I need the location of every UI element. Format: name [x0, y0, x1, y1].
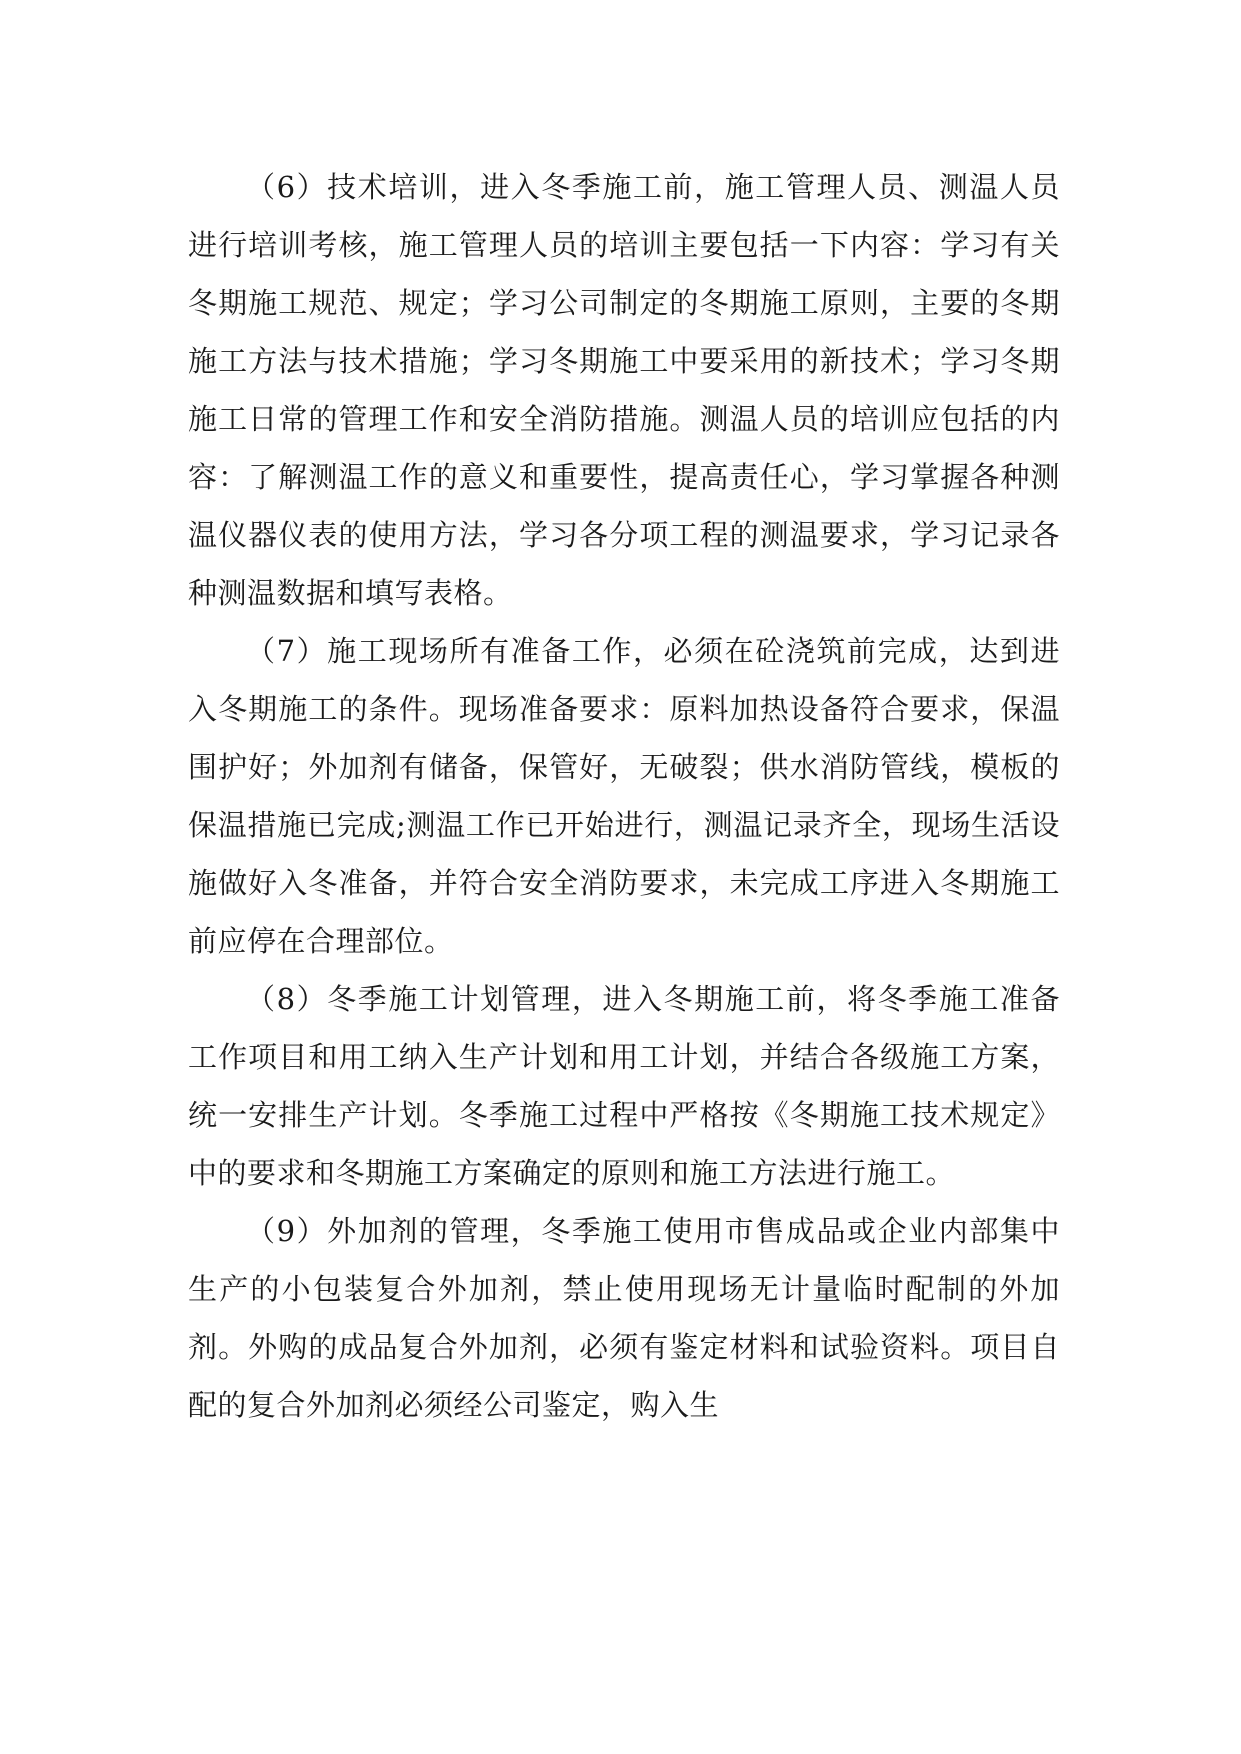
- paragraph-technical-training: （6）技术培训，进入冬季施工前，施工管理人员、测温人员进行培训考核，施工管理人员的培训主要包括一下内容：学习有关冬期施工规范、规定；学习公司制定的冬期施工原则，主要的冬期施工方法与技术措施；学习冬期施工中要采用的新技术；学习冬期施工日常的管理工作和安全消防措施。测温人员的培训应包括的内容：了解测温工作的意义和重要性，提高责任心，学习掌握各种测温仪器仪表的使用方法，学习各分项工程的测温要求，学习记录各种测温数据和填写表格。: [188, 170, 1060, 610]
- paragraph-site-preparation: （7）施工现场所有准备工作，必须在砼浇筑前完成，达到进入冬期施工的条件。现场准备要求：原料加热设备符合要求，保温围护好；外加剂有储备，保管好，无破裂；供水消防管线，模板的保温措施已完成;测温工作已开始进行，测温记录齐全，现场生活设施做好入冬准备，并符合安全消防要求，未完成工序进入冬期施工前应停在合理部位。: [188, 634, 1060, 958]
- paragraph-plan-management: （8）冬季施工计划管理，进入冬期施工前，将冬季施工准备工作项目和用工纳入生产计划和用工计划，并结合各级施工方案，统一安排生产计划。冬季施工过程中严格按《冬期施工技术规定》中的要求和冬期施工方案确定的原则和施工方法进行施工。: [188, 982, 1060, 1190]
- document-body: [188, 158, 1060, 1434]
- paragraph-admixture-management: （9）外加剂的管理，冬季施工使用市售成品或企业内部集中生产的小包装复合外加剂，禁止使用现场无计量临时配制的外加剂。外购的成品复合外加剂，必须有鉴定材料和试验资料。项目自配的复合外加剂必须经公司鉴定，购入生: [188, 1214, 1060, 1422]
